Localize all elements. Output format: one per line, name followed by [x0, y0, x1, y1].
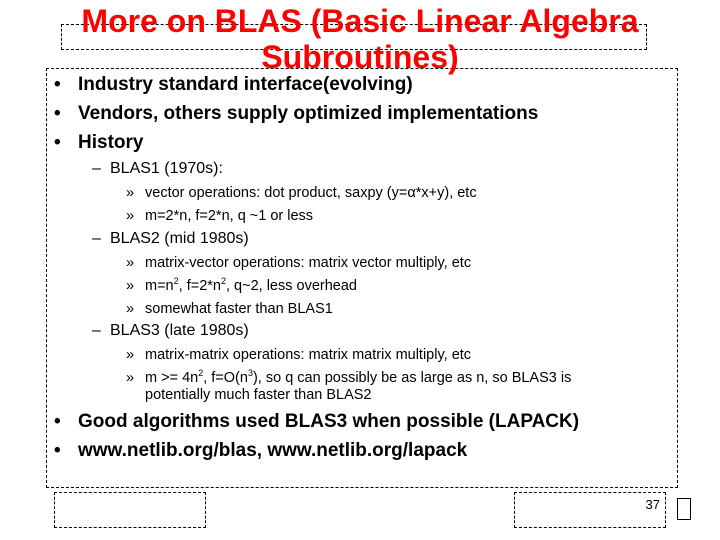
- item-text: m >= 4n: [145, 370, 199, 386]
- item-text: , f=2*n: [178, 278, 221, 294]
- sub-mark: »: [126, 347, 135, 363]
- superscript: 2: [198, 368, 204, 378]
- bullet-text: History: [78, 132, 144, 153]
- blas1-item-costs: [126, 208, 313, 224]
- dash-mark: –: [92, 322, 101, 339]
- blas2-item-matrix-vector: [126, 255, 471, 271]
- bullet-mark: •: [54, 132, 61, 153]
- item-text: m=n: [145, 278, 174, 294]
- item-text: somewhat faster than BLAS1: [145, 301, 333, 317]
- bullet-text: Vendors, others supply optimized implementations: [78, 103, 539, 124]
- superscript: 2: [173, 276, 179, 286]
- bullet-mark: •: [54, 411, 61, 432]
- bullet-good-algorithms: [54, 411, 579, 433]
- item-text: m=2*n, f=2*n, q ~1 or less: [145, 208, 314, 224]
- heading-text: BLAS1 (1970s):: [110, 160, 223, 177]
- blas3-item-costs: [126, 370, 571, 386]
- blas3-heading: [92, 322, 249, 340]
- sub-mark: »: [126, 185, 135, 201]
- blas3-item-matrix-matrix: [126, 347, 471, 363]
- blas2-heading: [92, 230, 249, 248]
- blas2-item-costs: [126, 278, 357, 294]
- bullet-mark: •: [54, 103, 61, 124]
- superscript: 2: [220, 276, 226, 286]
- item-text: matrix-vector operations: matrix vector multiply, etc: [145, 255, 472, 271]
- alpha-symbol: α: [407, 185, 416, 201]
- item-text: ), so q can possibly be as large as n, so BLAS3 is: [252, 370, 572, 386]
- bullet-text: Good algorithms used BLAS3 when possible (LAPACK): [78, 411, 580, 432]
- sub-mark: »: [126, 255, 135, 271]
- blas1-item-vector-ops: [126, 185, 477, 201]
- bullet-vendors: [54, 103, 538, 125]
- bullet-netlib-links: [54, 440, 467, 462]
- blas1-heading: [92, 160, 223, 178]
- heading-text: BLAS2 (mid 1980s): [110, 230, 249, 247]
- bullet-history: [54, 132, 143, 154]
- bullet-industry-standard: [54, 74, 413, 96]
- item-text: vector operations: dot product, saxpy (y=: [145, 185, 408, 201]
- item-text: matrix-matrix operations: matrix matrix multiply, etc: [145, 347, 472, 363]
- heading-text: BLAS3 (late 1980s): [110, 322, 249, 339]
- item-text: , f=O(n: [203, 370, 248, 386]
- item-text: , q~2, less overhead: [225, 278, 357, 294]
- sub-mark: »: [126, 370, 135, 386]
- item-text: *x+y), etc: [415, 185, 477, 201]
- page-number: 37: [645, 497, 660, 512]
- sub-mark: »: [126, 278, 135, 294]
- bullet-text: Industry standard interface(evolving): [78, 74, 413, 95]
- sub-mark: »: [126, 301, 135, 317]
- blas3-item-costs-continuation: potentially much faster than BLAS2: [145, 387, 372, 403]
- slide-title: More on BLAS (Basic Linear Algebra Subroutines): [81, 3, 639, 75]
- bullet-mark: •: [54, 74, 61, 95]
- sub-mark: »: [126, 208, 135, 224]
- superscript: 3: [247, 368, 253, 378]
- corner-box: [677, 498, 691, 520]
- dash-mark: –: [92, 160, 101, 177]
- blas2-item-faster: [126, 301, 333, 317]
- bullet-mark: •: [54, 440, 61, 461]
- bullet-text: www.netlib.org/blas, www.netlib.org/lapack: [78, 440, 468, 461]
- dash-mark: –: [92, 230, 101, 247]
- footer-left-placeholder: [54, 492, 206, 528]
